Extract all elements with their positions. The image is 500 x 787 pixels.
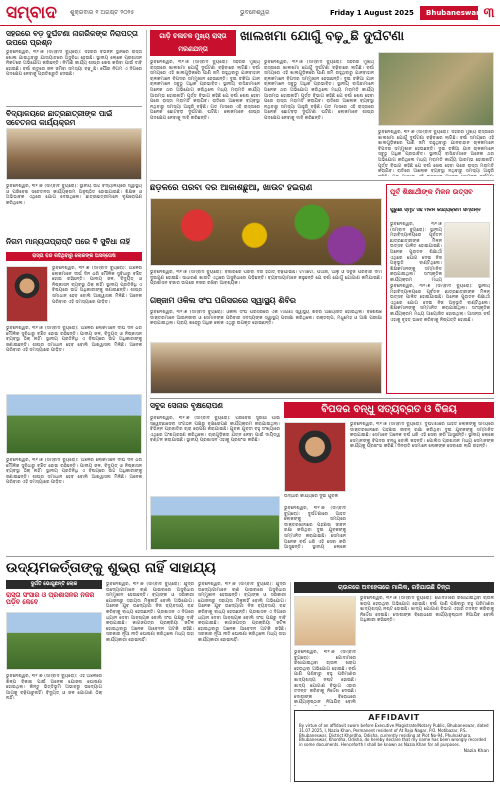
left-story-3-subtitle: ରାସ୍ତା ବନ୍ଦ ରହିଥିବାରୁ ଲୋକଙ୍କ ଅସନ୍ତୋଷ — [6, 252, 142, 261]
portrait-photo — [6, 266, 48, 322]
vegetables-photo — [150, 198, 382, 266]
forest-headline: ସବୁଜ ସେନାର ବୃକ୍ଷରୋପଣ — [150, 402, 223, 410]
rice-photo — [294, 596, 356, 646]
lead-body-col-3: ଭୁବନେଶ୍ୱର, ୩୧।୭ (ସମ୍ବାଦ ବ୍ୟୁରୋ): ସହରର ମୁଖ୍ୟ ରାସ୍ତାରେ ଖାଲଖମା ଯୋଗୁଁ ଦୁର୍ଘଟଣା ବଢ଼ିବାରେ ଲାଗିଛି। ବର୍ଷା ସମୟରେ ଏହି ଖାଲଗୁଡ଼ିକରେ ପାଣି ଜମି ରହୁଥିବାରୁ ଯାନବାହାନ ଚାଳକମାନେ ବିପଦର ସମ୍ମୁଖୀନ ହେଉଛନ୍ତି। ଦୁଇ ଚକିଆ ଯାନ ଚାଳକମାନେ ସବୁଠୁ ଅଧିକ ପ୍ରଭାବିତ। ସ୍ଥାନୀୟ ବାସିନ୍ଦାମାନେ ଅନେକ ଥର ଅଭିଯୋଗ କରିଥିଲେ ମଧ୍ୟ ମରାମତି କାର୍ଯ୍ୟ ଆରମ୍ଭ ହୋଇନାହିଁ। ପୂର୍ତ୍ତ ବିଭାଗ କହିଛି ଯେ ବର୍ଷା ଶେଷ ହେବା ପରେ ରାସ୍ତା ମରାମତି କରାଯିବ। ରାତିରେ ଆଲୋକ ବ୍ୟବସ୍ଥା ନଥିବାରୁ ସମସ୍ୟା ଆହୁରି — [378, 130, 494, 175]
divider — [150, 180, 494, 181]
left-story-3-title: ନିଗମ ମାନ୍ୟତାପ୍ରାପ୍ତି ପରେ ବି ସୁବିଧା ନାହିଁ — [6, 238, 131, 246]
health-camp-photo — [150, 342, 382, 394]
bottom-body-col-1: ଭୁବନେଶ୍ୱର, ୩୧।୭ (ସମ୍ବାଦ ବ୍ୟୁରୋ): କ୍ଷୁଦ୍ର ଉଦ୍ୟୋଗୀମାନେ ଋଣ ପାଇବାରେ ଅସୁବିଧାର ସମ୍ମୁଖୀନ ହେଉଛନ୍ତି। ବ୍ୟାଙ୍କ ଓ ସରକାରୀ ଯୋଜନାରୁ ସହାୟତା ମିଳୁନାହିଁ ବୋଲି ଅଭିଯୋଗ। ଅନେକ ଯୁବ ଉଦ୍ୟୋଗୀ ନିଜ ବ୍ୟବସାୟ ବନ୍ଦ କରିବାକୁ ବାଧ୍ୟ ହେଉଛନ୍ତି। ପ୍ରଶାସନ ଏ ଦିଗରେ ଧ୍ୟାନ ଦେବା ଆବଶ୍ୟକ ବୋଲି ସଂଘ ପକ୍ଷରୁ ଦାବି କରାଯାଇଛି। କାଗଜପତ୍ର ପ୍ରକ୍ରିୟା ଜଟିଳ ହୋଇଥିବାରୁ ଅନେକ ଆବେଦନ ଅଟକି ରହିଛି। ସରକାର ନୂଆ ନୀତି ଘୋଷଣା କରିଥିଲେ ମଧ୍ୟ ତାହା କାର୍ଯ୍ୟକାରୀ ହୋଇନାହିଁ। — [106, 582, 194, 643]
hero-headline: ବିପଦର ବନ୍ଧୁ ସତ୍ୟବ୍ରତ ଓ ବିଜୟ — [284, 402, 494, 418]
divider — [150, 398, 494, 399]
hero-body-b: ଭୁବନେଶ୍ୱର, ୩୧।୭ (ସମ୍ବାଦ ବ୍ୟୁରୋ): ଦୁର୍ଘଟଣାରେ ଆହତ ଲୋକଙ୍କୁ ସମୟରେ ଡାକ୍ତରଖାନାରେ ପହଞ୍ଚାଇ ଜୀବନ ରକ୍ଷା କରିଥିବା ଦୁଇ ଯୁବକଙ୍କୁ ସମ୍ମାନିତ କରାଯାଇଛି। ସେମାନେ ଅନେକ ବର୍ଷ ଧରି ଏହି ସେବା କରି ଆସୁଛନ୍ତି। ସ୍ଥାନୀୟ ଲୋକେ — [284, 506, 346, 550]
hero-caption: ଉଦ୍ଧାର କାର୍ଯ୍ୟରେ ଦୁଇ ଯୁବକ — [284, 494, 338, 499]
hero-photo — [284, 422, 346, 492]
lead-body-col-2: ଭୁବନେଶ୍ୱର, ୩୧।୭ (ସମ୍ବାଦ ବ୍ୟୁରୋ): ସହରର ମୁଖ୍ୟ ରାସ୍ତାରେ ଖାଲଖମା ଯୋଗୁଁ ଦୁର୍ଘଟଣା ବଢ଼ିବାରେ ଲାଗିଛି। ବର୍ଷା ସମୟରେ ଏହି ଖାଲଗୁଡ଼ିକରେ ପାଣି ଜମି ରହୁଥିବାରୁ ଯାନବାହାନ ଚାଳକମାନେ ବିପଦର ସମ୍ମୁଖୀନ ହେଉଛନ୍ତି। ଦୁଇ ଚକିଆ ଯାନ ଚାଳକମାନେ ସବୁଠୁ ଅଧିକ ପ୍ରଭାବିତ। ସ୍ଥାନୀୟ ବାସିନ୍ଦାମାନେ ଅନେକ ଥର ଅଭିଯୋଗ କରିଥିଲେ ମଧ୍ୟ ମରାମତି କାର୍ଯ୍ୟ ଆରମ୍ଭ ହୋଇନାହିଁ। ପୂର୍ତ୍ତ ବିଭାଗ କହିଛି ଯେ ବର୍ଷା ଶେଷ ହେବା ପରେ ରାସ୍ତା ମରାମତି କରାଯିବ। ରାତିରେ ଆଲୋକ ବ୍ୟବସ୍ଥା ନଥିବାରୁ ସମସ୍ୟା ଆହୁରି ବଢ଼ିଛି। ଗତ ମାସରେ ଏହି ରାସ୍ତାରେ ଅନେକ ଛୋଟବଡ଼ ଦୁର୍ଘଟଣା ଘଟିଛି। ଲୋକମାନେ ଶୀଘ୍ର ପଦକ୍ଷେପ ନେବାକୁ ଦାବି କରିଛନ୍ତି। — [264, 60, 374, 121]
side-story-body-b: ଭୁବନେଶ୍ୱର, ୩୧।୭ (ସମ୍ବାଦ ବ୍ୟୁରୋ): ସ୍ଥାନୀୟ ମହାବିଦ୍ୟାଳୟରେ ପୂର୍ବତନ ଛାତ୍ରଛାତ୍ରୀଙ୍କ ମିଳନ ଉତ୍ସବ ପାଳିତ ହୋଇଯାଇଛି। ଅନେକ ପୁରାତନ ଶିକ୍ଷାର୍ଥୀ ଏଥିରେ ଯୋଗ ଦେଇ ନିଜ ଅନୁଭୂତି ବାଣ୍ଟିଥିଲେ। ଶିକ୍ଷକମାନଙ୍କୁ ସମ୍ମାନିତ କରାଯାଇଥିଲା। ସାଂସ୍କୃତିକ କାର୍ଯ୍ୟକ୍ରମ ମଧ୍ୟ ଆୟୋଜିତ ହୋଇଥିଲା। ଆସନ୍ତା ବର୍ଷ ଏହାକୁ ବୃହତ୍ ଭାବେ କରିବାକୁ ନିଷ୍ପତ୍ତି ହୋଇଛି। — [390, 284, 490, 323]
rice-body-b: ଭୁବନେଶ୍ୱର, ୩୧।୭ (ସମ୍ବାଦ ବ୍ୟୁରୋ): ଗୋଦାମରେ ରଖାଯାଇଥିବା ଚାଉଳ ଖରାପ ହେଉଥିବା ଅଭିଯୋଗ ହୋଇଛି। ବର୍ଷା ପାଣି ପଶିବାରୁ ବହୁ ପରିମାଣର ଖାଦ୍ୟଶସ୍ୟ ନଷ୍ଟ ହୋଇଛି। ଖାଦ୍ୟ ଯୋଗାଣ ବିଭାଗ ଏହାର ତଦନ୍ତ କରିବାକୁ ନିର୍ଦ୍ଦେଶ ଦେଇଛି। ଦୋଷୀଙ୍କ ବିରୋଧରେ କାର୍ଯ୍ୟାନୁଷ୍ଠାନ ନିଆଯିବ ବୋଲି — [294, 650, 356, 706]
lead-kicker: ଗାଡ଼ି ଚଳାଚଳ ମୁଖ୍ୟ ରାସ୍ତା ମରଣଯନ୍ତା — [150, 30, 236, 56]
left-story-3-body-a: ଭୁବନେଶ୍ୱର, ୩୧।୭ (ସମ୍ବାଦ ବ୍ୟୁରୋ): ଅଞ୍ଚଳର ଲୋକମାନେ ଦୀର୍ଘ ଦିନ ଧରି ମୌଳିକ ସୁବିଧାରୁ ବଞ୍ଚିତ ହୋଇ ରହିଛନ୍ତି। ପାନୀୟ ଜଳ, ବିଦ୍ୟୁତ୍ ଓ ନିଷ୍କାସନ ବ୍ୟବସ୍ଥା ଠିକ୍ ନାହିଁ। ସ୍ଥାନୀୟ ପ୍ରତିନିଧି ଏ ବିଷୟରେ ଉଚ୍ଚ ଅଧିକାରୀଙ୍କୁ ଜଣାଇଛନ୍ତି। ଶୀଘ୍ର ସମାଧାନ ହେବ ବୋଲି ଆଶ୍ୱାସନା ମିଳିଛି। ଅନେକ ପରିବାର ଏହି ସମସ୍ୟାରେ ପୀଡ଼ିତ। — [52, 266, 142, 305]
affidavit-title: AFFIDAVIT — [368, 713, 420, 722]
left-story-1-title: ସହରରେ ବଡ଼ ଦୁର୍ଘଟଣା ନାଗରିକଙ୍କ ନିରାପତ୍ତା ଉପରେ ପ୍ରଶ୍ନ — [6, 30, 138, 47]
school-program-photo — [6, 128, 142, 180]
bottom-side-body: ଭୁବନେଶ୍ୱର, ୩୧।୭ (ସମ୍ବାଦ ବ୍ୟୁରୋ): ଏହି ଅଞ୍ଚଳରେ ଶିଳ୍ପ ବିକାଶ ପାଇଁ ଅନେକ ଯୋଜନା ଘୋଷଣା ହୋଇଥିଲା। କିନ୍ତୁ ଭିତ୍ତିଭୂମି ଅଭାବରୁ ଉଦ୍ୟୋଗ ଆଗକୁ ବଢ଼ିପାରୁନାହିଁ। ବିଦ୍ୟୁତ୍ ଓ ଜଳ ଯୋଗାଣ ଠିକ୍ ନାହିଁ। — [6, 674, 102, 702]
rice-headline: ଚାଉଳରେ ଅବହେଳାରେ ମାଲିକ, ରହିଯାଉଛି ଚିନ୍ତା — [294, 582, 494, 593]
city-label: Bhubaneswar — [420, 6, 478, 20]
bottom-subtitle: ରାସ୍ତା ସଂସାର ଓ ପ୍ରଶାସନର ନଜର ପଡ଼ିବ କେବେ — [6, 592, 95, 607]
side-story-subtitle: ପୁରୁଣା ସ୍ମୃତି ସହ ମିଳନ କାର୍ଯ୍ୟକ୍ରମ ସମ୍ପନ୍ନ — [390, 208, 481, 213]
left-story-1-body: ଭୁବନେଶ୍ୱର, ୩୧।୭ (ସମ୍ବାଦ ବ୍ୟୁରୋ): ସହରର ବିଭିନ୍ନ ସ୍ଥାନରେ ରାସ୍ତା ଖୋଳା ଯାଇଥିବାରୁ ଯାତାୟାତରେ ଅସୁବିଧା ହେଉଛି। ସ୍ଥାନୀୟ ଲୋକେ ପ୍ରଶାସନ ନିକଟରେ ଅଭିଯୋଗ କରିଛନ୍ତି। ନିର୍ମାଣ କାର୍ଯ୍ୟ ଶୀଘ୍ର ଶେଷ କରିବା ପାଇଁ ଦାବି ହୋଇଛି। ବର୍ଷା ଋତୁରେ ଜଳ ଜମିବା ସମସ୍ୟା ବଢ଼ୁଛି। ପୌର ନିଗମ ଏ ଦିଗରେ ପଦକ୍ଷେପ ନେବାକୁ ପ୍ରତିଶ୍ରୁତି ଦେଇଛି। — [6, 50, 142, 78]
bottom-kicker: ଦୁର୍ଗତି ଭୋଗୁଛନ୍ତି ଲୋକ — [6, 580, 102, 589]
plantation-photo — [150, 496, 280, 550]
affidavit-box — [294, 710, 494, 782]
divider — [6, 106, 142, 107]
bottom-headline: ଉଦ୍ୟମକର୍ତ୍ତାଙ୍କୁ ଶୁଭ୍ରା ନାହିଁ ସାହାଯ୍ୟ — [6, 560, 216, 576]
issue-date: Friday 1 August 2025 — [330, 8, 414, 17]
prices-headline: ଛିଡ଼ିଳରେ ପରିବା ଦର ଆକାଶଛୁଆଁ, ଖାଉଟି ହଇରାଣ — [150, 184, 313, 193]
hero-body: ଭୁବନେଶ୍ୱର, ୩୧।୭ (ସମ୍ବାଦ ବ୍ୟୁରୋ): ଦୁର୍ଘଟଣାରେ ଆହତ ଲୋକଙ୍କୁ ସମୟରେ ଡାକ୍ତରଖାନାରେ ପହଞ୍ଚାଇ ଜୀବନ ରକ୍ଷା କରିଥିବା ଦୁଇ ଯୁବକଙ୍କୁ ସମ୍ମାନିତ କରାଯାଇଛି। ସେମାନେ ଅନେକ ବର୍ଷ ଧରି ଏହି ସେବା କରି ଆସୁଛନ୍ତି। ସ୍ଥାନୀୟ ଲୋକେ ସେମାନଙ୍କୁ ବିପଦର ବନ୍ଧୁ ବୋଲି କହନ୍ତି। ପୋଲିସ ପ୍ରଶାସନ ମଧ୍ୟ ସେମାନଙ୍କ କାର୍ଯ୍ୟକୁ ପ୍ରଶଂସା କରିଛି। ଦିନରାତି ସେମାନେ ଲୋକଙ୍କ ସେବାରେ ଲାଗି ରହନ୍ତି। — [350, 422, 494, 450]
side-story-photo — [444, 222, 490, 278]
forest-body: ଭୁବନେଶ୍ୱର, ୩୧।୭ (ସମ୍ବାଦ ବ୍ୟୁରୋ): ପରିବେଶ ସୁରକ୍ଷା ପାଇଁ ସ୍ୱେଚ୍ଛାସେବୀ ସଂଗଠନ ପକ୍ଷରୁ ବୃକ୍ଷରୋପଣ କାର୍ଯ୍ୟକ୍ରମ କରାଯାଇଥିଲା। ବିଭିନ୍ନ ପ୍ରଜାତିର ଚାରା ରୋପଣ କରାଯାଇଛି। ଯୁବକ ଯୁବତୀ ବହୁ ସଂଖ୍ୟାରେ ଏଥିରେ ଅଂଶଗ୍ରହଣ କରିଥିଲେ। ଚାରାଗୁଡ଼ିକର ଯତ୍ନ ନେବା ପାଇଁ ଦାୟିତ୍ୱ ବଣ୍ଟନ କରାଯାଇଛି। ସ୍ଥାନୀୟ ପ୍ରଶାସନ ଏହାକୁ ପ୍ରଶଂସା କରିଛି। — [150, 416, 280, 444]
rice-body: ଭୁବନେଶ୍ୱର, ୩୧।୭ (ସମ୍ବାଦ ବ୍ୟୁରୋ): ଗୋଦାମରେ ରଖାଯାଇଥିବା ଚାଉଳ ଖରାପ ହେଉଥିବା ଅଭିଯୋଗ ହୋଇଛି। ବର୍ଷା ପାଣି ପଶିବାରୁ ବହୁ ପରିମାଣର ଖାଦ୍ୟଶସ୍ୟ ନଷ୍ଟ ହୋଇଛି। ଖାଦ୍ୟ ଯୋଗାଣ ବିଭାଗ ଏହାର ତଦନ୍ତ କରିବାକୁ ନିର୍ଦ୍ଦେଶ ଦେଇଛି। ଦୋଷୀଙ୍କ ବିରୋଧରେ କାର୍ଯ୍ୟାନୁଷ୍ଠାନ ନିଆଯିବ ବୋଲି ଅଧିକାରୀ କହିଛନ୍ତି। — [360, 596, 494, 624]
roadside-photo — [6, 394, 142, 454]
left-story-3-body-b: ଭୁବନେଶ୍ୱର, ୩୧।୭ (ସମ୍ବାଦ ବ୍ୟୁରୋ): ଅଞ୍ଚଳର ଲୋକମାନେ ଦୀର୍ଘ ଦିନ ଧରି ମୌଳିକ ସୁବିଧାରୁ ବଞ୍ଚିତ ହୋଇ ରହିଛନ୍ତି। ପାନୀୟ ଜଳ, ବିଦ୍ୟୁତ୍ ଓ ନିଷ୍କାସନ ବ୍ୟବସ୍ଥା ଠିକ୍ ନାହିଁ। ସ୍ଥାନୀୟ ପ୍ରତିନିଧି ଏ ବିଷୟରେ ଉଚ୍ଚ ଅଧିକାରୀଙ୍କୁ ଜଣାଇଛନ୍ତି। ଶୀଘ୍ର ସମାଧାନ ହେବ ବୋଲି ଆଶ୍ୱାସନା ମିଳିଛି। ଅନେକ ପରିବାର ଏହି ସମସ୍ୟାରେ ପୀଡ଼ିତ। — [6, 326, 142, 354]
lead-body-col-1: ଭୁବନେଶ୍ୱର, ୩୧।୭ (ସମ୍ବାଦ ବ୍ୟୁରୋ): ସହରର ମୁଖ୍ୟ ରାସ୍ତାରେ ଖାଲଖମା ଯୋଗୁଁ ଦୁର୍ଘଟଣା ବଢ଼ିବାରେ ଲାଗିଛି। ବର୍ଷା ସମୟରେ ଏହି ଖାଲଗୁଡ଼ିକରେ ପାଣି ଜମି ରହୁଥିବାରୁ ଯାନବାହାନ ଚାଳକମାନେ ବିପଦର ସମ୍ମୁଖୀନ ହେଉଛନ୍ତି। ଦୁଇ ଚକିଆ ଯାନ ଚାଳକମାନେ ସବୁଠୁ ଅଧିକ ପ୍ରଭାବିତ। ସ୍ଥାନୀୟ ବାସିନ୍ଦାମାନେ ଅନେକ ଥର ଅଭିଯୋଗ କରିଥିଲେ ମଧ୍ୟ ମରାମତି କାର୍ଯ୍ୟ ଆରମ୍ଭ ହୋଇନାହିଁ। ପୂର୍ତ୍ତ ବିଭାଗ କହିଛି ଯେ ବର୍ଷା ଶେଷ ହେବା ପରେ ରାସ୍ତା ମରାମତି କରାଯିବ। ରାତିରେ ଆଲୋକ ବ୍ୟବସ୍ଥା ନଥିବାରୁ ସମସ୍ୟା ଆହୁରି ବଢ଼ିଛି। ଗତ ମାସରେ ଏହି ରାସ୍ତାରେ ଅନେକ ଛୋଟବଡ଼ ଦୁର୍ଘଟଣା ଘଟିଛି। ଲୋକମାନେ ଶୀଘ୍ର ପଦକ୍ଷେପ ନେବାକୁ ଦାବି କରିଛନ୍ତି। — [150, 60, 260, 121]
health-headline: ଗଞ୍ଜାମ ଓକିଲ ସଂଘ ପରିସରରେ ସ୍ୱାସ୍ଥ୍ୟ ଶିବିର — [150, 296, 296, 305]
health-body: ଭୁବନେଶ୍ୱର, ୩୧।୭ (ସମ୍ବାଦ ବ୍ୟୁରୋ): ଓକିଲ ସଂଘ ପରିସରରେ ଏକ ମାଗଣା ସ୍ୱାସ୍ଥ୍ୟ ଶିବିର ଆୟୋଜିତ ହୋଇଥିଲା। ବିଶେଷଜ୍ଞ ଡାକ୍ତରମାନେ ଆଇନଜୀବୀ ଓ ସେମାନଙ୍କ ପରିବାର ସଦସ୍ୟଙ୍କ ସ୍ୱାସ୍ଥ୍ୟ ପରୀକ୍ଷା କରିଥିଲେ। ରକ୍ତଚାପ, ମଧୁମେହ ଓ ଆଖି ପରୀକ୍ଷା କରାଯାଇଥିଲା। ପ୍ରାୟ ଶହେରୁ ଅଧିକ ଲୋକ ଏଥିରୁ ଉପକୃତ ହୋଇଛନ୍ତି। — [150, 310, 382, 327]
side-story-body-a: ଭୁବନେଶ୍ୱର, ୩୧।୭ (ସମ୍ବାଦ ବ୍ୟୁରୋ): ସ୍ଥାନୀୟ ମହାବିଦ୍ୟାଳୟରେ ପୂର୍ବତନ ଛାତ୍ରଛାତ୍ରୀଙ୍କ ମିଳନ ଉତ୍ସବ ପାଳିତ ହୋଇଯାଇଛି। ଅନେକ ପୁରାତନ ଶିକ୍ଷାର୍ଥୀ ଏଥିରେ ଯୋଗ ଦେଇ ନିଜ ଅନୁଭୂତି ବାଣ୍ଟିଥିଲେ। ଶିକ୍ଷକମାନଙ୍କୁ ସମ୍ମାନିତ କରାଯାଇଥିଲା। ସାଂସ୍କୃତିକ କାର୍ଯ୍ୟକ୍ରମ ମଧ୍ୟ — [390, 222, 442, 282]
column-divider — [146, 30, 147, 550]
lead-headline: ଖାଲଖମା ଯୋଗୁଁ ବଢ଼ୁଛି ଦୁର୍ଘଟଣା — [240, 30, 405, 44]
divider — [6, 556, 494, 557]
left-story-2-title: ବିଦ୍ୟାଳୟରେ ଛାତ୍ରଛାତ୍ରୀଙ୍କ ପାଇଁ ସଚେତନତା କାର୍ଯ୍ୟକ୍ରମ — [6, 110, 113, 127]
newspaper-logo: ସମ୍ବାଦ — [6, 2, 57, 23]
prices-body: ଭୁବନେଶ୍ୱର, ୩୧।୭ (ସମ୍ବାଦ ବ୍ୟୁରୋ): ବଜାରରେ ପରିବା ଦର ହଠାତ୍ ବଢ଼ିଯାଇଛି। ଟମାଟୋ, ପିଆଜ, ଆଳୁ ଓ ସବୁଜ ପରିବାର ଦାମ ଦୁଇଗୁଣ ହୋଇଛି। ସାଧାରଣ ଖାଉଟି ଏଥିରେ ଅସୁବିଧାରେ ପଡ଼ିଛନ୍ତି। ବ୍ୟବସାୟୀମାନେ କହୁଛନ୍ତି ଯେ ବର୍ଷା ଯୋଗୁଁ ଯୋଗାଣ କମିଯାଇଛି। ପ୍ରଶାସନ ବଜାର ଉପରେ ନଜର ରଖିବା ଆବଶ୍ୟକ। — [150, 270, 382, 287]
bottom-body-col-2: ଭୁବନେଶ୍ୱର, ୩୧।୭ (ସମ୍ବାଦ ବ୍ୟୁରୋ): କ୍ଷୁଦ୍ର ଉଦ୍ୟୋଗୀମାନେ ଋଣ ପାଇବାରେ ଅସୁବିଧାର ସମ୍ମୁଖୀନ ହେଉଛନ୍ତି। ବ୍ୟାଙ୍କ ଓ ସରକାରୀ ଯୋଜନାରୁ ସହାୟତା ମିଳୁନାହିଁ ବୋଲି ଅଭିଯୋଗ। ଅନେକ ଯୁବ ଉଦ୍ୟୋଗୀ ନିଜ ବ୍ୟବସାୟ ବନ୍ଦ କରିବାକୁ ବାଧ୍ୟ ହେଉଛନ୍ତି। ପ୍ରଶାସନ ଏ ଦିଗରେ ଧ୍ୟାନ ଦେବା ଆବଶ୍ୟକ ବୋଲି ସଂଘ ପକ୍ଷରୁ ଦାବି କରାଯାଇଛି। କାଗଜପତ୍ର ପ୍ରକ୍ରିୟା ଜଟିଳ ହୋଇଥିବାରୁ ଅନେକ ଆବେଦନ ଅଟକି ରହିଛି। ସରକାର ନୂଆ ନୀତି ଘୋଷଣା କରିଥିଲେ ମଧ୍ୟ ତାହା କାର୍ଯ୍ୟକାରୀ ହୋଇନାହିଁ। — [198, 582, 286, 643]
affidavit-body: By virtue of an affidavit sworn before Executive Magistrate/Notary Public, Bhubaneswar, dated 31.07.2025, I, Nazia Khan, Permanent resident of At Raja Nagar, P.O. Motibazar, P.S. Bhubaneswar, District Khordha, Odisha, currently residing at Plot No-94, Phulnakhara, Bhubaneswar, Khordha, Odisha, do hereby declare that my name has been wrongly recorded in some documents. Henceforth I shall be known as Nazia Khan for all purposes. — [299, 723, 489, 748]
road-potholes-photo — [378, 52, 494, 126]
left-story-2-body: ଭୁବନେଶ୍ୱର, ୩୧।୭ (ସମ୍ବାଦ ବ୍ୟୁରୋ): ସ୍ଥାନୀୟ ଉଚ୍ଚ ବିଦ୍ୟାଳୟରେ ସ୍ୱାସ୍ଥ୍ୟ ଓ ପରିବେଶ ସଚେତନତା କାର୍ଯ୍ୟକ୍ରମ ଅନୁଷ୍ଠିତ ହୋଇଯାଇଛି। ଶିକ୍ଷକ ଓ ଅଭିଭାବକ ଏଥିରେ ଯୋଗ ଦେଇଥିଲେ। ଛାତ୍ରଛାତ୍ରୀମାନେ ବୃକ୍ଷରୋପଣ କରିଥିଲେ। — [6, 184, 142, 206]
section-name: ଭୁବନେଶ୍ୱର — [240, 8, 270, 16]
affidavit-signature: Nazia Khan — [463, 748, 489, 754]
page-number: ୩ — [483, 4, 495, 21]
side-story-headline: ପୂର୍ବ ଶିକ୍ଷାର୍ଥୀଙ୍କ ମିଳନ ଉତ୍ସବ — [390, 188, 473, 196]
left-story-3-body-c: ଭୁବନେଶ୍ୱର, ୩୧।୭ (ସମ୍ବାଦ ବ୍ୟୁରୋ): ଅଞ୍ଚଳର ଲୋକମାନେ ଦୀର୍ଘ ଦିନ ଧରି ମୌଳିକ ସୁବିଧାରୁ ବଞ୍ଚିତ ହୋଇ ରହିଛନ୍ତି। ପାନୀୟ ଜଳ, ବିଦ୍ୟୁତ୍ ଓ ନିଷ୍କାସନ ବ୍ୟବସ୍ଥା ଠିକ୍ ନାହିଁ। ସ୍ଥାନୀୟ ପ୍ରତିନିଧି ଏ ବିଷୟରେ ଉଚ୍ଚ ଅଧିକାରୀଙ୍କୁ ଜଣାଇଛନ୍ତି। ଶୀଘ୍ର ସମାଧାନ ହେବ ବୋଲି ଆଶ୍ୱାସନା ମିଳିଛି। ଅନେକ ପରିବାର ଏହି ସମସ୍ୟାରେ ପୀଡ଼ିତ। — [6, 458, 142, 486]
column-divider — [290, 582, 291, 782]
masthead — [0, 0, 500, 26]
issue-date-odia: ଶୁକ୍ରବାର ୧ ଅଗଷ୍ଟ ୨୦୨୫ — [70, 8, 135, 16]
bottom-field-photo — [6, 612, 102, 670]
